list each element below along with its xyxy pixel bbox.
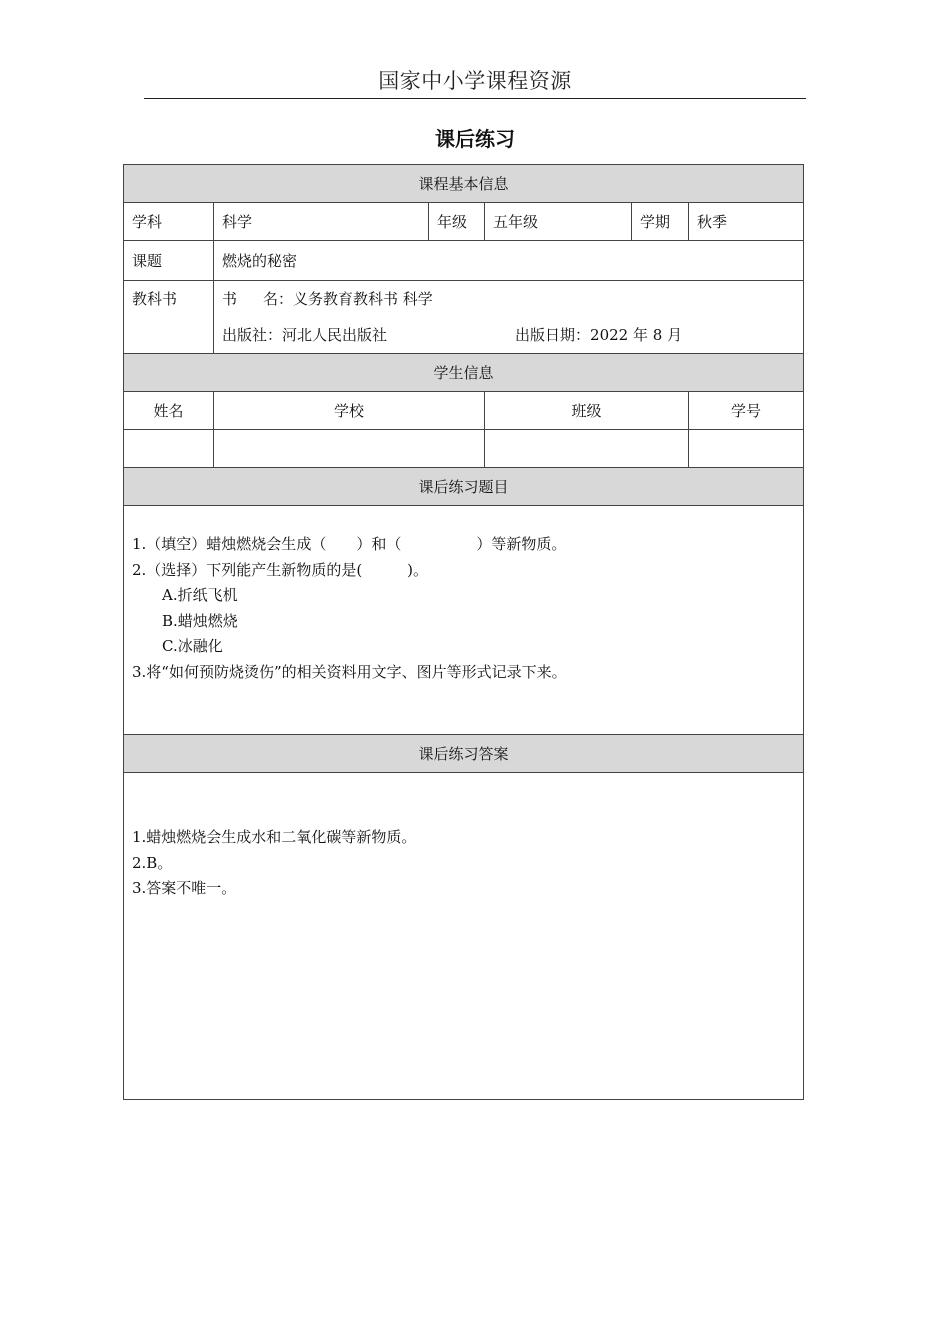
- subject-label: 学科: [124, 203, 214, 241]
- exercises-row: [124, 506, 804, 735]
- answers-header-row: [124, 735, 804, 773]
- book-name-line: [222, 281, 795, 317]
- document-title: 课后练习: [435, 127, 515, 151]
- student-name-header: 姓名: [124, 392, 214, 430]
- student-info-header-row: [124, 354, 804, 392]
- exercises-title: 课后练习题目: [124, 468, 804, 506]
- student-id-field[interactable]: [689, 430, 804, 468]
- answer-line: 2.B。: [132, 853, 173, 872]
- worksheet-table: [123, 164, 804, 1100]
- exercise-line: 2.（选择）下列能产生新物质的是( )。: [132, 560, 429, 579]
- exercise-option: A.折纸飞机: [162, 586, 238, 604]
- topic-row: [124, 241, 804, 281]
- course-info-title: 课程基本信息: [124, 165, 804, 203]
- pub-date-label: 出版日期：: [515, 326, 591, 344]
- student-class-header: 班级: [485, 392, 689, 430]
- student-name-field[interactable]: [124, 430, 214, 468]
- publisher-line: [222, 317, 795, 353]
- student-info-title: 学生信息: [124, 354, 804, 392]
- book-name-value: 义务教育教科书 科学: [293, 290, 433, 308]
- textbook-details: [214, 281, 804, 354]
- term-label: 学期: [632, 203, 689, 241]
- topic-value: 燃烧的秘密: [214, 241, 804, 281]
- textbook-label: 教科书: [132, 290, 178, 308]
- answers-row: [124, 773, 804, 1100]
- exercises-content: [124, 506, 804, 735]
- answers-content: [124, 773, 804, 1100]
- topic-label: 课题: [124, 241, 214, 281]
- student-school-header: 学校: [214, 392, 485, 430]
- answers-title: 课后练习答案: [124, 735, 804, 773]
- subject-value: 科学: [214, 203, 429, 241]
- pub-date-value: 2022 年 8 月: [590, 326, 683, 344]
- publisher-label: 出版社：: [222, 326, 283, 344]
- grade-value: 五年级: [485, 203, 632, 241]
- answer-line: 3.答案不唯一。: [132, 879, 237, 897]
- textbook-row: [124, 281, 804, 354]
- answer-line: 1.蜡烛燃烧会生成水和二氧化碳等新物质。: [132, 828, 417, 846]
- student-entry-row: [124, 430, 804, 468]
- exercise-line: 1.（填空）蜡烛燃烧会生成（ ）和（ ）等新物质。: [132, 535, 567, 553]
- subject-row: [124, 203, 804, 241]
- pub-date-group: [515, 317, 682, 353]
- textbook-label-cell: [124, 281, 214, 354]
- book-name-label-suffix: 名：: [263, 290, 294, 308]
- student-columns-row: [124, 392, 804, 430]
- exercise-option: B.蜡烛燃烧: [162, 611, 238, 630]
- publisher-value: 河北人民出版社: [282, 326, 388, 344]
- exercises-header-row: [124, 468, 804, 506]
- grade-label: 年级: [429, 203, 485, 241]
- student-id-header: 学号: [689, 392, 804, 430]
- course-info-header-row: [124, 165, 804, 203]
- term-value: 秋季: [689, 203, 804, 241]
- site-title: 国家中小学课程资源: [378, 69, 572, 93]
- book-name-label: 书: [222, 290, 238, 308]
- student-class-field[interactable]: [485, 430, 689, 468]
- page-header: [144, 64, 806, 99]
- exercise-option: C.冰融化: [162, 637, 223, 655]
- exercise-line: 3.将“如何预防烧烫伤”的相关资料用文字、图片等形式记录下来。: [132, 662, 567, 681]
- student-school-field[interactable]: [214, 430, 485, 468]
